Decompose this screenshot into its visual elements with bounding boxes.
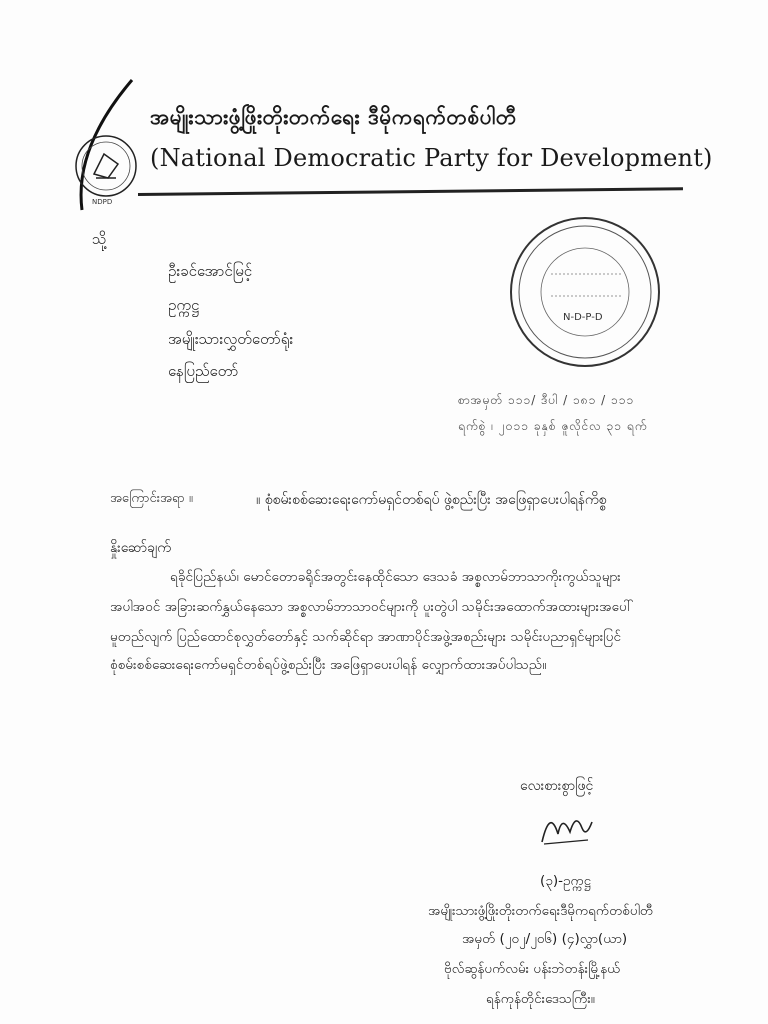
salutation: နှိုးဆော်ချက်: [110, 540, 171, 556]
reference-number: စာအမှတ် ၁၁၁/ ဒီပါ / ၁၈၁ / ၁၁၁: [458, 393, 635, 407]
letter-date: ရက်စွဲ ၊ ၂၀၁၁ ခုနှစ် ဇူလိုင်လ ၃၁ ရက်: [458, 419, 648, 433]
signatory-title: (၃)-ဥက္ကဋ္ဌ: [540, 873, 592, 889]
body-line: ရခိုင်ပြည်နယ်၊ မောင်တောခရိုင်အတွင်းနေထိုင်သော ဒေသခံ အစ္စလာမ်ဘာသာကိုးကွယ်သူများ: [170, 569, 621, 585]
body-line: စုံစမ်းစစ်ဆေးရေးကော်မရှင်တစ်ရပ်ဖွဲ့စည်းပြီး အဖြေရှာပေးပါရန် လျှောက်ထားအပ်ပါသည်။: [110, 657, 547, 673]
recipient-title: ဥက္ကဋ္ဌ: [168, 296, 200, 314]
signatory-street: ဗိုလ်ဆွန်ပက်လမ်း ပန်းဘဲတန်းမြို့နယ်: [444, 961, 621, 977]
recipient-city: နေပြည်တော်: [168, 362, 239, 380]
stamp-label: N-D-P-D: [563, 312, 603, 323]
recipient-name: ဦးခင်အောင်မြင့်: [168, 262, 253, 280]
recipient-office: အမျိုးသားလွှတ်တော်ရုံး: [168, 330, 294, 348]
signature-icon: [536, 804, 596, 848]
recipient-to: သို့: [92, 230, 107, 248]
body-line: မူတည်လျက် ပြည်ထောင်စုလွှတ်တော်နှင့် သက်ဆိုင်ရာ အာဏာပိုင်အဖွဲ့အစည်းများ သမိုင်းပညာရှင်များပြင်: [110, 629, 622, 645]
signatory-address: အမှတ် (၂၀၂/၂၀၆) (၄)လွှာ(ယာ): [462, 931, 628, 947]
body-line: အပါအဝင် အခြားဆက်နွှယ်နေသော အစ္စလာမ်ဘာသာဝင်များကို ပူးတွဲပါ သမိုင်းအထောက်အထားများအပေါ်: [110, 599, 633, 615]
header-rule: [138, 187, 683, 196]
signatory-party: အမျိုးသားဖွံ့ဖြိုးတိုးတက်ရေးဒီမိုကရက်တစ်ပါတီ: [428, 903, 654, 919]
subject-label: အကြောင်းအရာ ။: [110, 491, 193, 506]
party-name-burmese: အမျိုးသားဖွံ့ဖြိုးတိုးတက်ရေး ဒီမိုကရက်တစ်ပါတီ: [150, 105, 517, 129]
closing: လေးစားစွာဖြင့်: [520, 778, 594, 794]
party-name-english: (National Democratic Party for Development): [150, 144, 713, 172]
subject-text: ။ စုံစမ်းစစ်ဆေးရေးကော်မရှင်တစ်ရပ် ဖွဲ့စည်းပြီး အဖြေရှာပေးပါရန်ကိစ္စ: [256, 492, 607, 508]
official-stamp-icon: [505, 212, 665, 372]
party-logo-icon: [72, 78, 140, 218]
signatory-region: ရန်ကုန်တိုင်းဒေသကြီး။: [486, 991, 595, 1007]
svg-text:NDPD: NDPD: [92, 198, 113, 206]
